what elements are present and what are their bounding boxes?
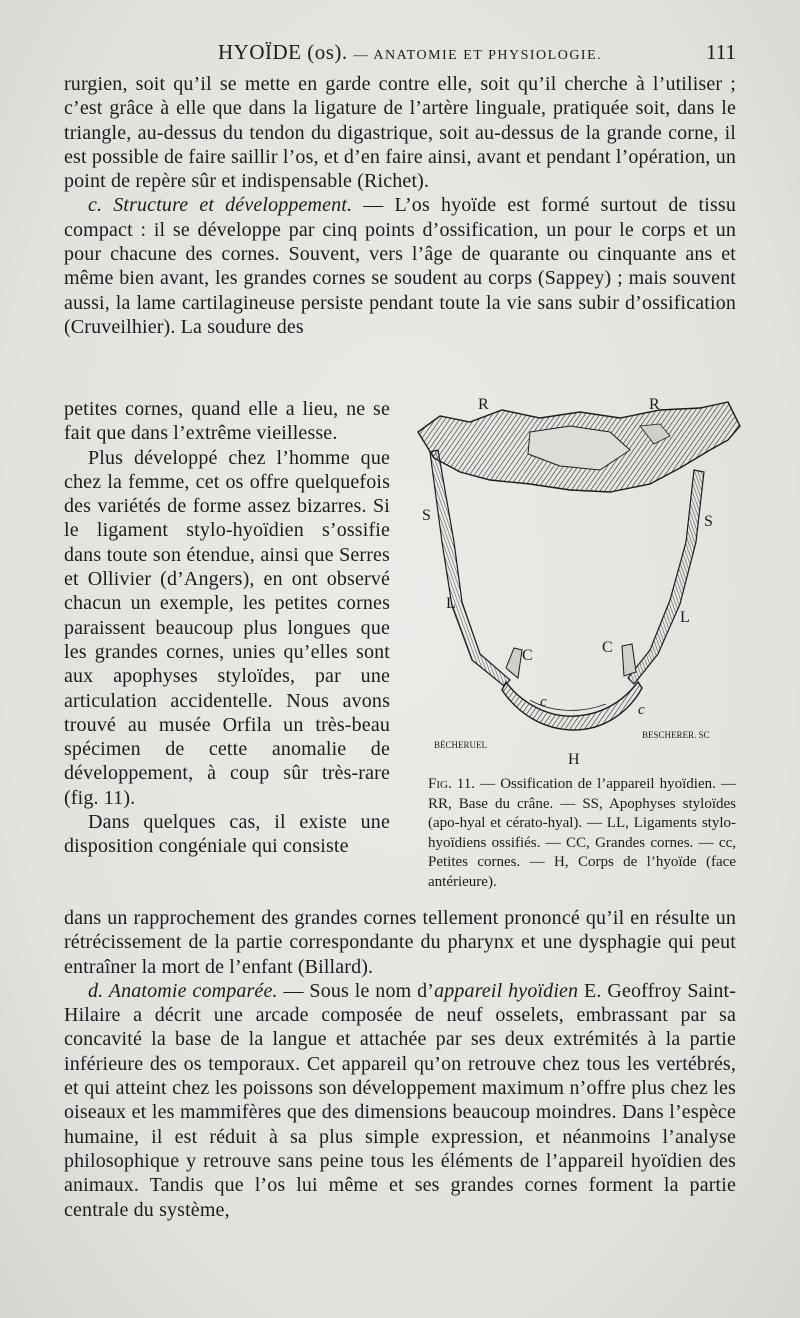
right-styloid-ligament bbox=[628, 470, 704, 684]
figure-caption bbox=[428, 775, 736, 892]
section-heading-structure: c. Structure et développement. bbox=[88, 194, 353, 217]
caption-text: — Ossification de l’appareil hyoïdien. — RR, Base du crâne. — SS, Apophyses styloïdes (apo-hyal et cérato-hyal). — LL, Ligaments stylo-hyoïdiens ossifiés. — CC, Grandes cornes. — cc, Petites cornes. — H, Corps de l’hyoïde (face antérieure). bbox=[428, 776, 736, 890]
label-S-right: S bbox=[704, 513, 713, 530]
header-title: HYOÏDE (os). — ANATOMIE ET PHYSIOLOGIE. bbox=[218, 40, 603, 64]
engraver-signature-right: BESCHERER. SC bbox=[642, 730, 710, 740]
label-C-right: C bbox=[602, 639, 613, 656]
text-block-top bbox=[64, 72, 736, 339]
hyoid-body bbox=[502, 682, 642, 730]
left-styloid-ligament bbox=[430, 450, 510, 686]
right-lesser-horn bbox=[622, 644, 636, 676]
figure-hyoid-engraving bbox=[410, 392, 745, 772]
label-S-left: S bbox=[422, 507, 431, 524]
paragraph: Plus développé chez l’homme que chez la femme, cet os offre quelquefois des variétés de forme assez bizarres. Si le ligament stylo-hyoïdien s’ossifie dans toute son étendue, ainsi que Serres et Ollivier (d’Angers), en ont observé chacun un exemple, les petites cornes paraissent beaucoup plus longues que les grandes cornes, unies qu’elles sont aux apophyses styloïdes, par une articulation accidentelle. Nous avons trouvé au musée Orfila un très-beau spécimen de cette anomalie de développement, à coup sûr très-rare (fig. 11). bbox=[64, 446, 390, 809]
label-L-left: L bbox=[446, 595, 456, 612]
paragraph: dans un rapprochement des grandes cornes tellement prononcé qu’il en résulte un rétrécissement de la partie correspondante du pharynx et une dysphagie qui peut entraîner la mort de l’enfant (Billard). bbox=[64, 907, 736, 978]
hyoid-engraving-illustration bbox=[410, 392, 745, 772]
label-R-right: R bbox=[649, 396, 660, 413]
header-subtitle: — ANATOMIE ET PHYSIOLOGIE. bbox=[353, 48, 603, 63]
term-appareil-hyoidien: appareil hyoïdien bbox=[434, 979, 579, 1002]
label-C-left: C bbox=[522, 647, 533, 664]
left-lesser-horn bbox=[506, 648, 522, 678]
engraver-signature-left: BÉCHERUEL bbox=[434, 740, 487, 750]
text-block-bottom bbox=[64, 906, 736, 1222]
label-L-right: L bbox=[680, 609, 690, 626]
paragraph-anatomie-comparee: d. Anatomie comparée. — Sous le nom d’appareil hyoïdien E. Geoffroy Saint-Hilaire a décrit une arcade composée de neuf osselets, embrassant par sa concavité la base de la langue et attachée par ses deux extrémités à la partie inférieure des os temporaux. Cet appareil qu’on retrouve chez tous les vertébrés, et qui atteint chez les poissons son développement maximum n’offre plus chez les oiseaux et les mammifères que des dimensions beaucoup moindres. Dans l’espèce humaine, il est réduit à sa plus simple expression, et néanmoins l’analyse philosophique y retrouve sans peine tous les éléments de l’appareil hyoïdien des animaux. Tandis que l’os lui même et ses grandes cornes forment la partie centrale du système, bbox=[64, 979, 737, 1221]
label-c-left: c bbox=[540, 694, 547, 710]
label-c-right: c bbox=[638, 702, 645, 718]
text-block-left-column bbox=[64, 397, 390, 859]
paragraph: Dans quelques cas, il existe une disposition congéniale qui consiste bbox=[64, 811, 390, 858]
figure-label: Fig. 11. bbox=[428, 776, 475, 792]
paragraph: petites cornes, quand elle a lieu, ne se fait que dans l’extrême vieillesse. bbox=[64, 398, 390, 445]
running-header bbox=[66, 40, 736, 70]
paragraph: rurgien, soit qu’il se mette en garde contre elle, soit qu’il cherche à l’utiliser ; c’est grâce à elle que dans la ligature de l’artère linguale, pratiquée soit, dans le triangle, au-dessus du tendon du digastrique, soit au-dessus de la grande corne, il est possible de faire saillir l’os, et d’en faire ainsi, avant et pendant l’opération, un point de repère sûr et indispensable (Richet). bbox=[64, 73, 736, 193]
label-R-left: R bbox=[478, 396, 489, 413]
paragraph-structure: c. Structure et développement. — L’os hyoïde est formé surtout de tissu compact : il se développe par cinq points d’ossification, un pour le corps et un pour chacune des cornes. Souvent, vers l’âge de quarante ou cinquante ans et même bien avant, les grandes cornes se soudent au corps (Sappey) ; mais souvent aussi, la lame cartilagineuse persiste pendant toute la vie sans subir d’ossification (Cruveilhier). La soudure des bbox=[64, 194, 736, 338]
section-heading-anatomie: d. Anatomie comparée. bbox=[88, 979, 278, 1002]
page-number: 111 bbox=[706, 40, 736, 64]
label-H: H bbox=[568, 751, 580, 768]
